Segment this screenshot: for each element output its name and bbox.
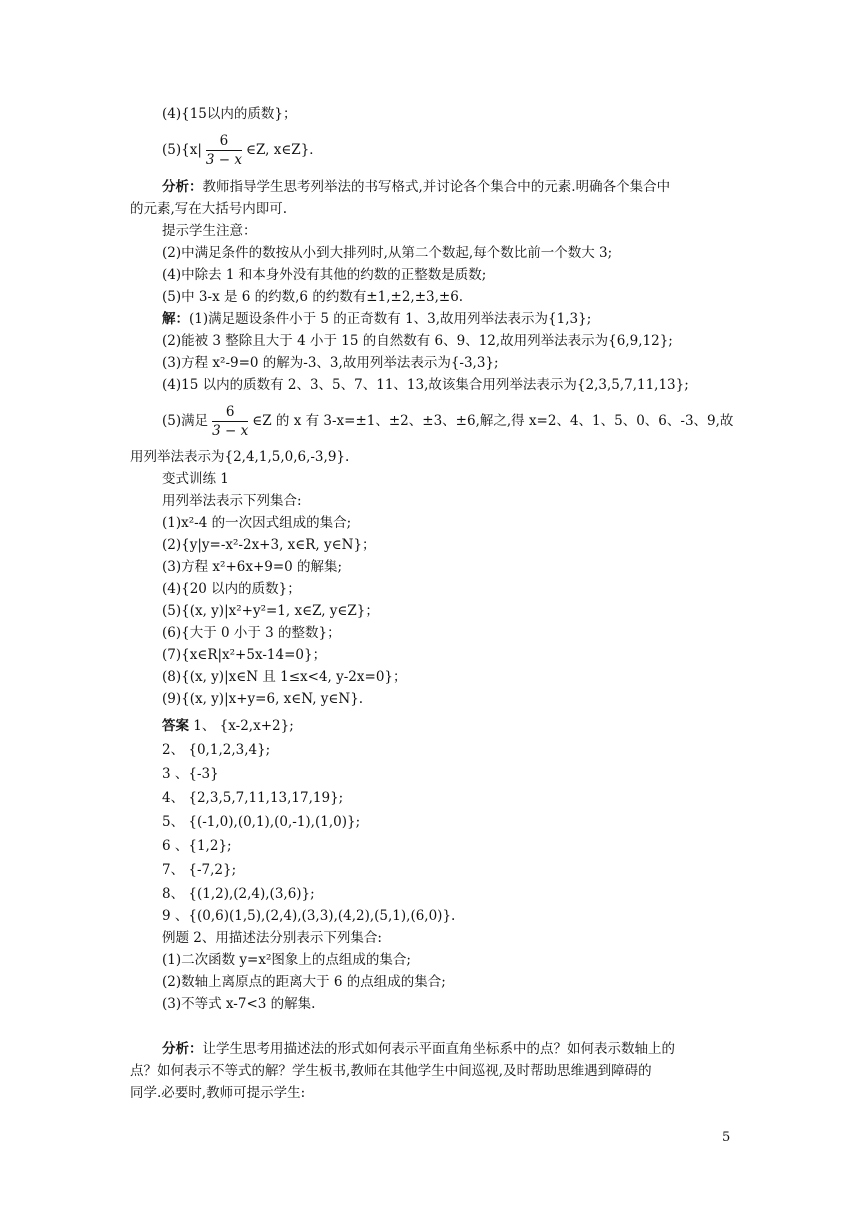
analysis-text: 教师指导学生思考列举法的书写格式,并讨论各个集合中的元素.明确各个集合中 bbox=[202, 179, 671, 195]
answer-item: 8、 {(1,2),(2,4),(3,6)}; bbox=[162, 886, 315, 902]
solution-text: (1)满足题设条件小于 5 的正奇数有 1、3,故用列举法表示为{1,3}; bbox=[189, 311, 592, 327]
question-5-prefix: (5){x| bbox=[162, 142, 202, 158]
analysis-label: 分析： bbox=[162, 1041, 203, 1057]
fraction-denominator: 3 − x bbox=[205, 152, 242, 168]
solution-5-suffix: ∈Z 的 x 有 3-x=±1、±2、±3、±6,解之,得 x=2、4、1、5、0、6、-3、9,故 bbox=[252, 413, 734, 429]
answer-item: 2、 {0,1,2,3,4}; bbox=[162, 742, 271, 758]
analysis-1-line2: 的元素,写在大括号内即可. bbox=[130, 201, 288, 217]
analysis-1 bbox=[162, 177, 670, 197]
note-item: (4)中除去 1 和本身外没有其他的约数的正整数是质数; bbox=[162, 267, 487, 283]
variant-item: (4){20 以内的质数}； bbox=[162, 581, 301, 597]
solution-1 bbox=[162, 309, 591, 329]
solution-5-prefix: (5)满足 bbox=[162, 413, 209, 429]
variant-intro: 用列举法表示下列集合: bbox=[162, 493, 302, 509]
variant-item: (6){大于 0 小于 3 的整数}； bbox=[162, 625, 341, 641]
note-heading: 提示学生注意： bbox=[162, 223, 257, 239]
example-2-item: (3)不等式 x-7<3 的解集. bbox=[162, 996, 316, 1012]
fraction-denominator: 3 − x bbox=[212, 423, 249, 439]
analysis-label: 分析： bbox=[162, 179, 203, 195]
variant-item: (1)x²-4 的一次因式组成的集合; bbox=[162, 515, 352, 531]
variant-item: (2){y|y=-x²-2x+3, x∈R, y∈N}； bbox=[162, 537, 376, 553]
analysis-2 bbox=[162, 1039, 675, 1059]
note-item: (2)中满足条件的数按从小到大排列时,从第二个数起,每个数比前一个数大 3; bbox=[162, 245, 613, 261]
note-item: (5)中 3-x 是 6 的约数,6 的约数有±1,±2,±3,±6. bbox=[162, 289, 464, 305]
solution-5-line2: 用列举法表示为{2,4,1,5,0,6,-3,9}. bbox=[130, 449, 350, 465]
variant-item: (9){(x, y)|x+y=6, x∈N, y∈N}. bbox=[162, 691, 364, 707]
variant-item: (8){(x, y)|x∈N 且 1≤x<4, y-2x=0}； bbox=[162, 669, 407, 685]
answer-item: 3 、{-3} bbox=[162, 766, 219, 782]
analysis-2-line2: 点？如何表示不等式的解？学生板书,教师在其他学生中间巡视,及时帮助思维遇到障碍的 bbox=[130, 1063, 652, 1079]
analysis-2-line3: 同学.必要时,教师可提示学生: bbox=[130, 1085, 306, 1101]
question-5 bbox=[162, 131, 323, 169]
answer-item: 5、 {(-1,0),(0,1),(0,-1),(1,0)}; bbox=[162, 814, 361, 830]
example-2-item: (2)数轴上离原点的距离大于 6 的点组成的集合; bbox=[162, 974, 446, 990]
answer-text: 1、 {x-2,x+2}; bbox=[193, 718, 294, 734]
solution-5 bbox=[162, 402, 733, 440]
analysis-text: 让学生思考用描述法的形式如何表示平面直角坐标系中的点？如何表示数轴上的 bbox=[202, 1041, 675, 1057]
example-2-title: 例题 2、用描述法分别表示下列集合: bbox=[162, 930, 382, 946]
variant-item: (5){(x, y)|x²+y²=1, x∈Z, y∈Z}； bbox=[162, 603, 379, 619]
fraction-numerator: 6 bbox=[212, 403, 248, 422]
fraction-numerator: 6 bbox=[206, 132, 242, 151]
answer-item: 6 、{1,2}; bbox=[162, 838, 232, 854]
solution-2: (2)能被 3 整除且大于 4 小于 15 的自然数有 6、9、12,故用列举法表示为{6,9,12}; bbox=[162, 333, 673, 349]
solution-label: 解： bbox=[162, 311, 189, 327]
solution-4: (4)15 以内的质数有 2、3、5、7、11、13,故该集合用列举法表示为{2,3,5,7,11,13}; bbox=[162, 377, 689, 393]
variant-item: (7){x∈R|x²+5x-14=0}； bbox=[162, 647, 327, 663]
fraction bbox=[212, 403, 248, 440]
question-5-suffix: ∈Z, x∈Z}． bbox=[245, 142, 323, 158]
variant-item: (3)方程 x²+6x+9=0 的解集; bbox=[162, 559, 343, 575]
page-number: 5 bbox=[722, 1130, 731, 1145]
fraction bbox=[206, 132, 242, 169]
solution-3: (3)方程 x²-9=0 的解为-3、3,故用列举法表示为{-3,3}; bbox=[162, 355, 499, 371]
answer-item: 7、 {-7,2}; bbox=[162, 862, 237, 878]
variant-title: 变式训练 1 bbox=[162, 471, 229, 487]
question-4: (4){15以内的质数}； bbox=[162, 106, 297, 122]
answer-label: 答案 bbox=[162, 718, 189, 734]
answer-1 bbox=[162, 716, 294, 736]
answer-item: 9 、{(0,6)(1,5),(2,4),(3,3),(4,2),(5,1),(6,0)}. bbox=[162, 908, 456, 924]
example-2-item: (1)二次函数 y=x²图象上的点组成的集合; bbox=[162, 952, 411, 968]
answer-item: 4、 {2,3,5,7,11,13,17,19}; bbox=[162, 790, 344, 806]
